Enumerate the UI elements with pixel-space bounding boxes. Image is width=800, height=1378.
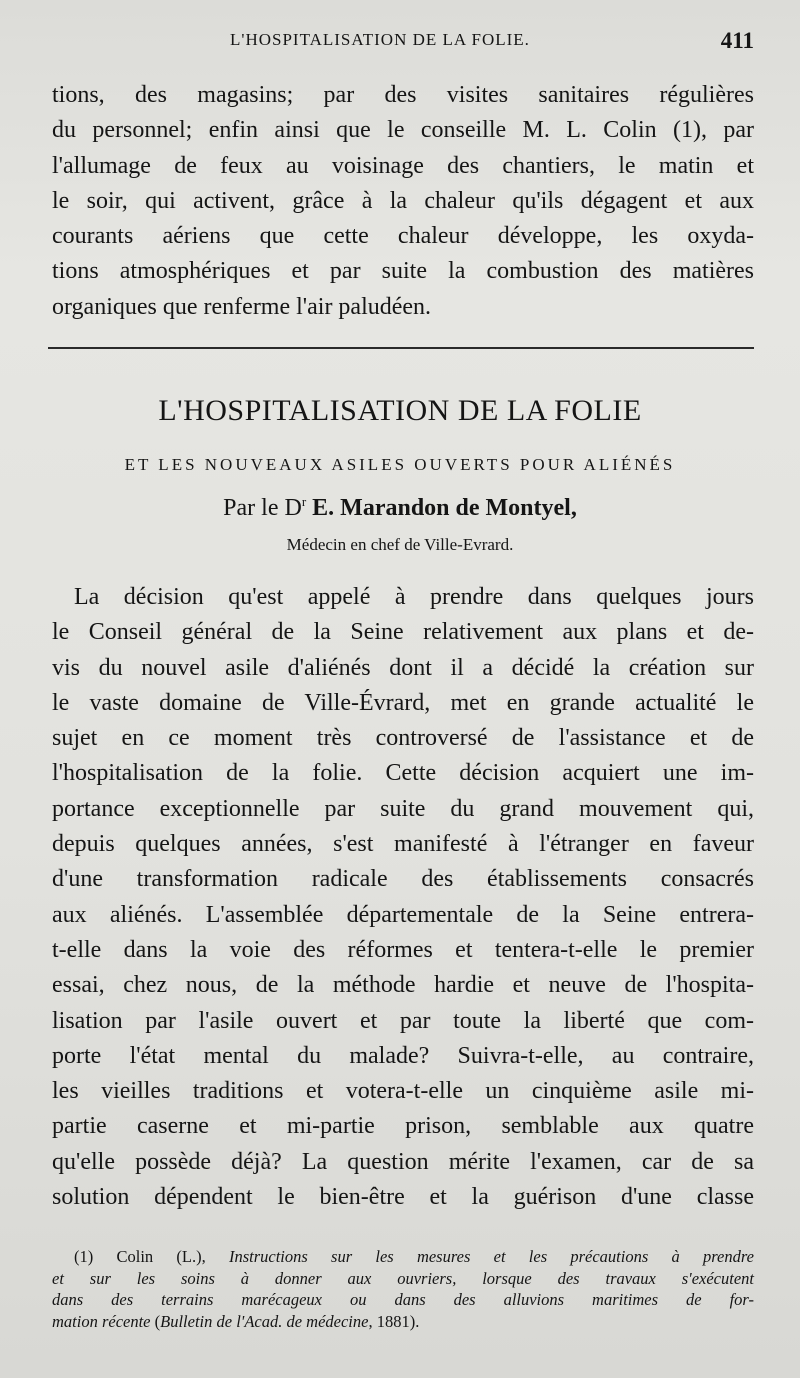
text-line: solution dépendent le bien-être et la guérison d'une classe	[52, 1184, 754, 1211]
text-line: l'hospitalisation de la folie. Cette décision acquiert une im-	[52, 760, 754, 787]
text-line: tions, des magasins; par des visites sanitaires régulières	[52, 82, 754, 108]
text-line: aux aliénés. L'assemblée départementale de la Seine entrera-	[52, 901, 754, 928]
text-line: le vaste domaine de Ville-Évrard, met en grande actualité le	[52, 689, 754, 716]
text-line: tions atmosphériques et par suite la combustion des matières	[52, 258, 754, 285]
text-line: partie caserne et mi-partie prison, semblable aux quatre	[52, 1113, 754, 1140]
byline	[0, 494, 800, 522]
article-title: L'HOSPITALISATION DE LA FOLIE	[158, 394, 642, 427]
footnote-citation-end: , 1881).	[368, 1311, 420, 1331]
text-line: vis du nouvel asile d'aliénés dont il a décidé la création sur	[52, 654, 754, 681]
running-head	[52, 30, 754, 70]
text-line: le soir, qui activent, grâce à la chaleur qu'ils dégagent et aux	[52, 187, 754, 214]
text-line: l'allumage de feux au voisinage des chantiers, le matin et	[52, 152, 754, 179]
footnote-title: Instructions sur les mesures et les précautions à prendre	[228, 1247, 755, 1266]
article-subtitle: ET LES NOUVEAUX ASILES OUVERTS POUR ALIÉNÉS	[124, 455, 676, 474]
text-line: du personnel; enfin ainsi que le conseille M. L. Colin (1), par	[52, 117, 754, 144]
article-body	[52, 580, 754, 1215]
previous-article-continuation	[52, 78, 754, 325]
text-line: les vieilles traditions et votera-t-elle un cinquième asile mi-	[52, 1078, 754, 1105]
footnote-line	[52, 1311, 754, 1333]
text-line: qu'elle possède déjà? La question mérite l'examen, car de sa	[52, 1148, 754, 1175]
text-line: essai, chez nous, de la méthode hardie et neuve de l'hospita-	[52, 972, 754, 999]
text-line: organiques que renferme l'air paludéen.	[52, 293, 432, 320]
author-name: E. Marandon de Montyel,	[312, 495, 577, 521]
footnote-line: dans des terrains marécageux ou dans des alluvions maritimes de for-	[52, 1290, 754, 1309]
section-divider	[48, 347, 754, 349]
footnote-line: et sur les soins à donner aux ouvriers, lorsque des travaux s'exécutent	[52, 1268, 754, 1288]
page-number: 411	[720, 28, 754, 53]
text-line: portance exceptionnelle par suite du grand mouvement qui,	[52, 795, 754, 822]
text-line: lisation par l'asile ouvert et par toute la liberté que com-	[52, 1007, 754, 1034]
footnote-line	[52, 1246, 754, 1268]
byline-prefix: Par le D	[223, 495, 302, 521]
running-title: L'HOSPITALISATION DE LA FOLIE.	[230, 30, 530, 49]
footnote-title-end: mation récente	[52, 1311, 151, 1331]
footnote-marker: (1) Colin (L.),	[74, 1247, 206, 1266]
text-line: depuis quelques années, s'est manifesté à l'étranger en faveur	[52, 831, 754, 858]
footnote-journal: Bulletin de l'Acad. de médecine	[160, 1311, 369, 1331]
footnote-paren-open: (	[154, 1311, 161, 1331]
author-affiliation: Médecin en chef de Ville-Evrard.	[286, 535, 514, 554]
text-line: La décision qu'est appelé à prendre dans quelques jours	[74, 584, 754, 610]
text-line: sujet en ce moment très controversé de l'assistance et de	[52, 725, 754, 752]
text-line: d'une transformation radicale des établissements consacrés	[52, 866, 754, 893]
text-line: t-elle dans la voie des réformes et tentera-t-elle le premier	[52, 936, 754, 963]
text-line: courants aériens que cette chaleur développe, les oxyda-	[52, 223, 754, 250]
text-line: le Conseil général de la Seine relativement aux plans et de-	[52, 619, 754, 646]
byline-superscript: r	[301, 494, 307, 509]
text-line: porte l'état mental du malade? Suivra-t-elle, au contraire,	[52, 1042, 754, 1069]
footnote	[52, 1246, 754, 1332]
